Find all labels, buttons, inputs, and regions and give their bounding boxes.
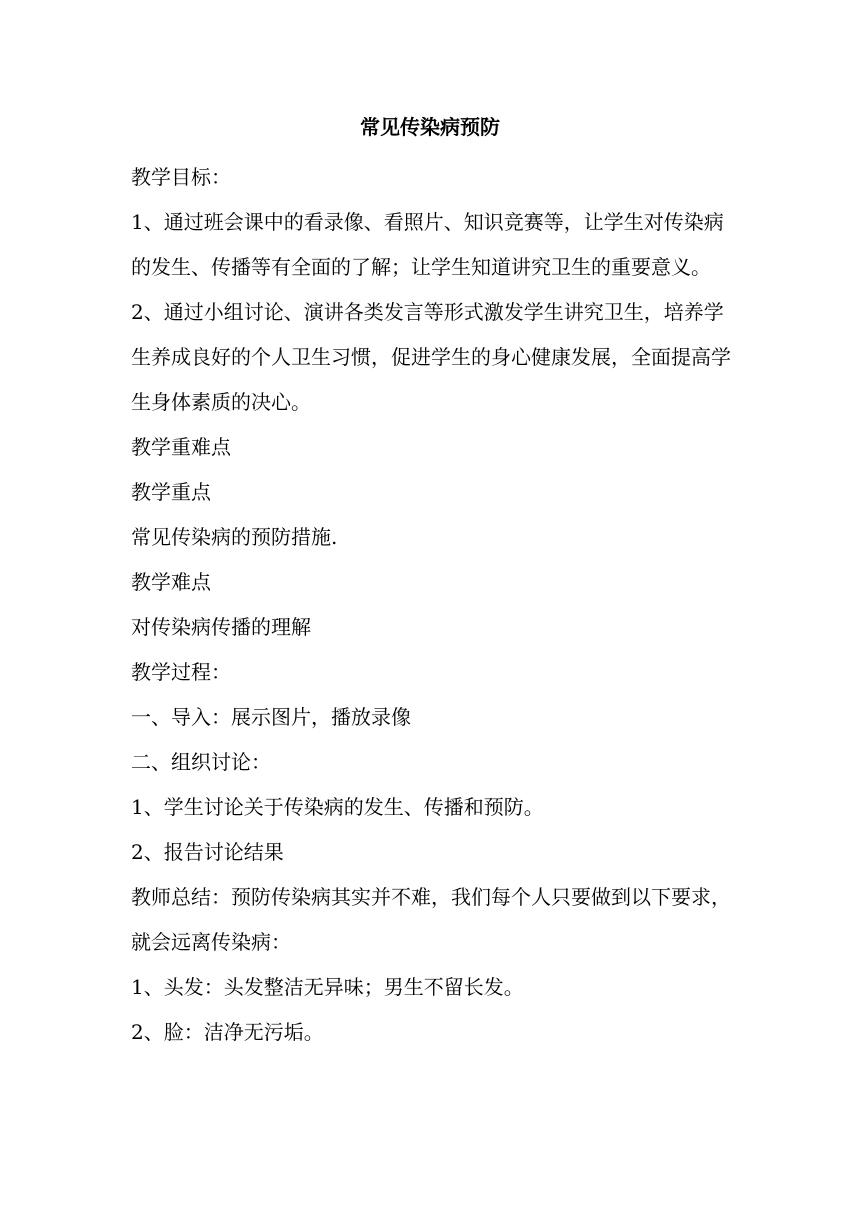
paragraph-discussion-1: 1、学生讨论关于传染病的发生、传播和预防。 xyxy=(131,795,544,819)
paragraph-key-difficult-heading: 教学重难点 xyxy=(131,435,231,459)
paragraph-key-point-heading: 教学重点 xyxy=(131,480,211,504)
paragraph-difficult-point: 对传染病传播的理解 xyxy=(131,615,311,639)
document-title: 常见传染病预防 xyxy=(360,115,500,139)
paragraph-step-discussion: 二、组织讨论： xyxy=(131,750,271,774)
paragraph-step-intro: 一、导入：展示图片，播放录像 xyxy=(131,705,411,729)
paragraph-requirement-face: 2、脸：洁净无污垢。 xyxy=(131,1020,324,1044)
paragraph-goal-2: 2、通过小组讨论、演讲各类发言等形式激发学生讲究卫生，培养学生养成良好的个人卫生习惯，促进学生的身心健康发展，全面提高学生身体素质的决心。 xyxy=(131,300,731,414)
paragraph-discussion-2: 2、报告讨论结果 xyxy=(131,840,284,864)
document-body xyxy=(131,155,736,1055)
paragraph-difficult-point-heading: 教学难点 xyxy=(131,570,211,594)
paragraph-requirement-hair: 1、头发：头发整洁无异味；男生不留长发。 xyxy=(131,975,524,999)
paragraph-teacher-summary: 教师总结：预防传染病其实并不难，我们每个人只要做到以下要求，就会远离传染病： xyxy=(131,885,731,954)
paragraph-teaching-goals-heading: 教学目标： xyxy=(131,165,231,189)
paragraph-goal-1: 1、通过班会课中的看录像、看照片、知识竞赛等，让学生对传染病的发生、传播等有全面的了解；让学生知道讲究卫生的重要意义。 xyxy=(131,210,724,279)
paragraph-key-point: 常见传染病的预防措施. xyxy=(131,525,338,549)
paragraph-process-heading: 教学过程： xyxy=(131,660,231,684)
